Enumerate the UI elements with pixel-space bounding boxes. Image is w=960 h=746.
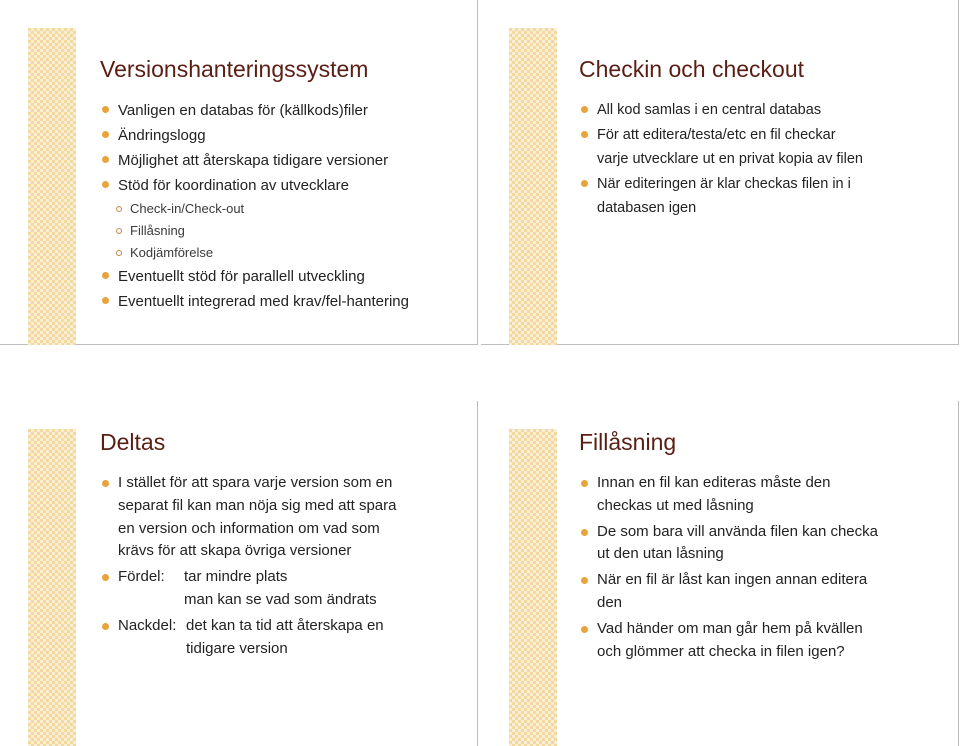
bullet-line: För att editera/testa/etc en fil checkar: [597, 126, 836, 143]
bullet-text: Eventuellt integrerad med krav/fel-hantering: [118, 293, 409, 310]
bullet-text: Vanligen en databas för (källkods)filer: [118, 102, 368, 119]
bullet-dot-icon: [102, 623, 109, 630]
bullet-item: [102, 264, 409, 289]
bullet-dot-icon: [581, 577, 588, 584]
bullet-dot-icon: [581, 131, 588, 138]
bullet-item: [581, 569, 878, 615]
bullet-item: [102, 472, 396, 563]
bullet-text: Ändringslogg: [118, 127, 206, 144]
bullet-list: [581, 472, 878, 666]
slide-fillasning: [481, 401, 959, 746]
bullet-line: De som bara vill använda filen kan checka: [597, 522, 878, 540]
sub-bullet-text: Fillåsning: [130, 223, 185, 238]
decorative-stripe: [28, 28, 76, 345]
bullet-item: [581, 618, 878, 664]
bullet-item: [102, 148, 409, 173]
bullet-item: [102, 123, 409, 148]
decorative-stripe: [28, 429, 76, 746]
bullet-line: checkas ut med låsning: [597, 496, 754, 514]
bullet-item: [581, 98, 863, 123]
bullet-item: [102, 615, 396, 661]
bullet-line: När editeringen är klar checkas filen in i: [597, 175, 851, 192]
bullet-line: varje utvecklare ut en privat kopia av filen: [597, 151, 863, 167]
bullet-dot-icon: [581, 529, 588, 536]
ring-bullet-icon: [116, 228, 122, 234]
bullet-line: man kan se vad som ändrats: [184, 590, 377, 608]
bullet-line: Vad händer om man går hem på kvällen: [597, 619, 863, 637]
bullet-item: [581, 172, 863, 221]
slide-title: Deltas: [100, 429, 166, 455]
bullet-text: Möjlighet att återskapa tidigare versioner: [118, 152, 389, 169]
sub-bullet-item: [102, 220, 409, 242]
bullet-dot-icon: [102, 106, 109, 113]
bullet-dot-icon: [581, 626, 588, 633]
bullet-text: Stöd för koordination av utvecklare: [118, 177, 349, 194]
sub-bullet-text: Check-in/Check-out: [130, 201, 245, 216]
bullet-dot-icon: [102, 131, 109, 138]
bullet-line: och glömmer att checka in filen igen?: [597, 642, 845, 660]
bullet-dot-icon: [581, 106, 588, 113]
bullet-line: det kan ta tid att återskapa en: [186, 616, 384, 634]
bullet-text: All kod samlas i en central databas: [597, 102, 822, 118]
decorative-stripe: [509, 429, 557, 746]
con-label: Nackdel:: [118, 616, 177, 634]
bullet-line: separat fil kan man nöja sig med att spara: [118, 496, 397, 514]
bullet-line: Innan en fil kan editeras måste den: [597, 474, 831, 491]
bullet-item: [102, 289, 409, 314]
bullet-dot-icon: [581, 180, 588, 187]
bullet-line: en version och information om vad som: [118, 519, 380, 537]
bullet-item: [102, 566, 396, 612]
sub-bullet-item: [102, 242, 409, 264]
slide-deltas: [0, 401, 478, 746]
bullet-list: [102, 472, 396, 663]
bullet-line: I stället för att spara varje version som en: [118, 474, 393, 491]
bullet-dot-icon: [102, 574, 109, 581]
bullet-line: tar mindre plats: [184, 568, 288, 586]
bullet-dot-icon: [102, 181, 109, 188]
slide-title: Versionshanteringssystem: [100, 56, 369, 82]
ring-bullet-icon: [116, 250, 122, 256]
bullet-dot-icon: [102, 272, 109, 279]
bullet-dot-icon: [102, 480, 109, 487]
bullet-line: ut den utan låsning: [597, 545, 724, 563]
slide-checkin-checkout: [481, 0, 959, 345]
bullet-line: tidigare version: [186, 639, 288, 657]
slide-title: Checkin och checkout: [579, 56, 805, 82]
sub-bullet-text: Kodjämförelse: [130, 245, 214, 260]
slide-title: Fillåsning: [579, 429, 677, 455]
bullet-item: [102, 173, 409, 198]
bullet-dot-icon: [102, 156, 109, 163]
bullet-line: När en fil är låst kan ingen annan editera: [597, 571, 868, 589]
bullet-item: [581, 472, 878, 518]
bullet-dot-icon: [581, 480, 588, 487]
slide-versionshantering: [0, 0, 478, 345]
bullet-line: krävs för att skapa övriga versioner: [118, 542, 352, 560]
bullet-item: [581, 521, 878, 567]
sub-bullet-item: [102, 198, 409, 220]
bullet-item: [581, 123, 863, 172]
pro-label: Fördel:: [118, 568, 165, 586]
bullet-line: den: [597, 593, 623, 611]
bullet-list: [581, 98, 863, 221]
bullet-text: Eventuellt stöd för parallell utveckling: [118, 268, 365, 285]
bullet-dot-icon: [102, 297, 109, 304]
bullet-item: [102, 98, 409, 123]
ring-bullet-icon: [116, 206, 122, 212]
decorative-stripe: [509, 28, 557, 345]
bullet-list: [102, 98, 409, 314]
bullet-line: databasen igen: [597, 200, 697, 216]
